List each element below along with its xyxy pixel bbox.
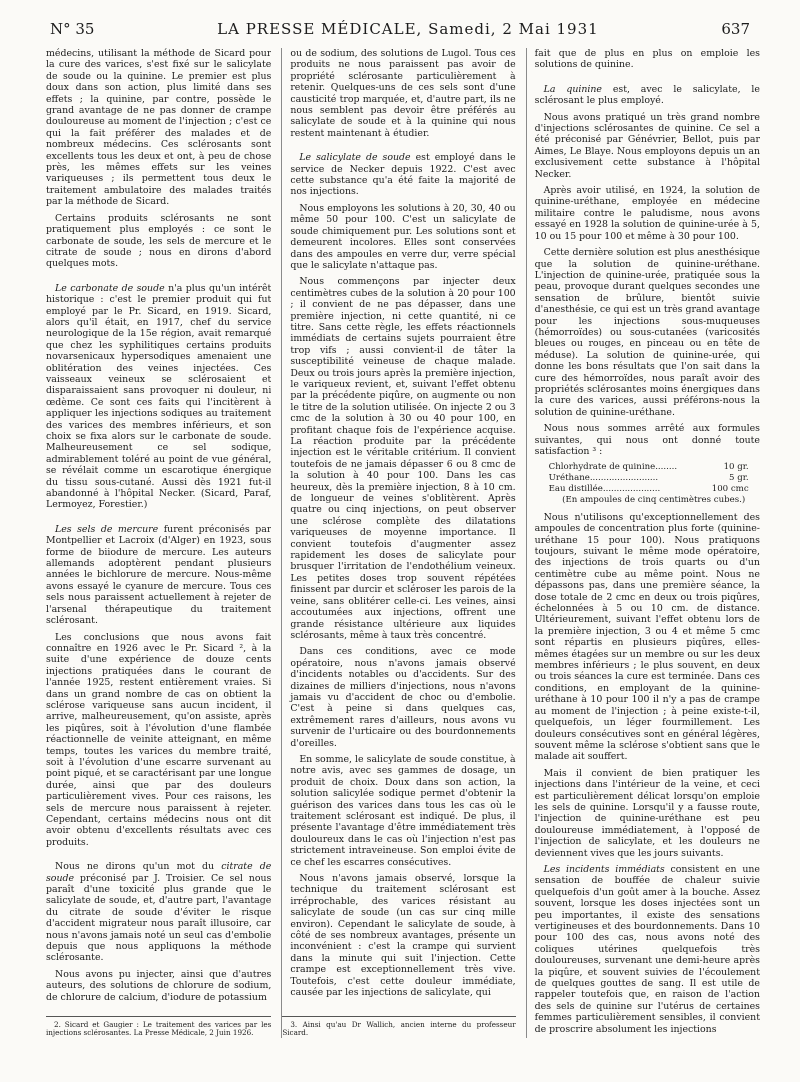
page-number: 637 — [721, 20, 750, 38]
paragraph: En somme, le salicylate de soude constitue, à notre avis, avec ses gammes de dosage, un produit de choix. Doux dans son action, la solution salicylée sodique permet d'obtenir la guérison des varices dans tous les cas où le traitement sclérosant est indiqué. De plus, il présente l'avantage d'être immédiatement très douloureux dans le cas où l'injection n'est pas strictement intraveineuse. Son emploi évite de ce chef les escarres consécutives. — [290, 753, 516, 868]
paragraph: fait que de plus en plus on emploie les solutions de quinine. — [534, 48, 760, 71]
paragraph: Les incidents immédiats consistent en une sensation de bouffée de chaleur suivie quelquefois d'un goût amer à la bouche. Assez souvent, lorsque les doses injectées sont un peu importantes, il existe des sensations vertigineuses et des bourdonnements. Dans 10 pour 100 des cas, nous avons noté des coliques utérines quelquefois très douloureuses, survenant une demi-heure après la piqûre, et souvent suivies de l'écoulement de quelques gouttes de sang. Il est utile de rappeler toutefois que, en raison de l'action des sels de quinine sur l'utérus de certaines femmes particulièrement sensibles, il convient de proscrire absolument les injections — [534, 863, 760, 1035]
section-term: Le salicylate de soude — [299, 152, 411, 164]
section-term: Les sels de mercure — [55, 523, 159, 535]
paragraph: Les sels de mercure furent préconisés par Montpellier et Lacroix (d'Alger) en 1923, sous forme de biiodure de mercure. Les auteurs allemands adoptèrent pendant plusieurs années le bichlorure de mercure. Nous-même avons essayé le cyanure de mercure. Tous ces sels nous paraissent actuellement à rejeter de l'arsenal thérapeutique du traitement sclérosant. — [46, 523, 272, 627]
column-1 — [46, 48, 271, 1038]
paragraph: ou de sodium, des solutions de Lugol. Tous ces produits ne nous paraissent pas avoir de propriété sclérosante particulièrement à retenir. Quelques-uns de ces sels sont d'une causticité trop marquée, et, d'autre part, ils ne nous semblent pas devoir être préférés au salicylate de soude et à la quinine qui nous restent maintenant à étudier. — [290, 48, 516, 139]
column-2 — [281, 48, 515, 1038]
paragraph: Nous commençons par injecter deux centimètres cubes de la solution à 20 pour 100 ; il convient de ne pas dépasser, dans une première injection, ni cette quantité, ni ce titre. Sans cette règle, les effets réactionnels immédiats de certains sujets pourraient être trop vifs ; aussi convient-il de tâter la susceptibilité veineuse de chaque malade. Deux ou trois jours après la première injection, le variqueux revient, et, suivant l'effet obtenu par la précédente piqûre, on augmente ou non le titre de la solution utilisée. On injecte 2 ou 3 cmc de la solution à 30 ou 40 pour 100, en profitant chaque fois de l'expérience acquise. La réaction produite par la précédente injection est le véritable critérium. Il convient toutefois de ne jamais dépasser 6 ou 8 cmc de la solution à 40 pour 100. Dans les cas heureux, dès la première injection, 8 à 10 cm. de longueur de veines s'oblitèrent. Après quatre ou cinq injections, on peut observer une sclérose complète des dilatations variqueuses de moyenne importance. Il convient toutefois d'augmenter assez rapidement les doses de salicylate pour brusquer l'irritation de l'endothélium veineux. Les petites doses trop souvent répétées finissent par durcir et scléroser les parois de la veine, sans oblitérer celle-ci. Les veines, ainsi accoutumées aux injections, offrent une grande résistance ultérieure aux liquides sclérosants, même à taux très concentré. — [290, 276, 516, 641]
paragraph: Le salicylate de soude est employé dans le service de Necker depuis 1922. C'est avec cette substance qu'a été faite la majorité de nos injections. — [290, 152, 516, 198]
paragraph: Cette dernière solution est plus anesthésique que la solution de quinine-uréthane. L'injection de quinine-urée, pratiquée sous la peau, provoque durant quelques secondes une sensation de brûlure, bientôt suivie d'anesthésie, ce qui est un très grand avantage pour les injections sous-muqueuses (hémorroïdes) ou sous-cutanées (varicosités bleues ou rouges, en pinceau ou en tête de méduse). La solution de quinine-urée, qui donne les bons résultats que l'on sait dans la cure des hémorroïdes, nous paraît avoir des propriétés sclérosantes moins énergiques dans la cure des varices, aussi préférons-nous la solution de quinine-uréthane. — [534, 247, 760, 418]
paragraph: médecins, utilisant la méthode de Sicard pour la cure des varices, s'est fixé sur le salicylate de soude ou la quinine. Le premier est plus doux dans son action, plus limité dans ses effets ; la quinine, par contre, possède le grand avantage de ne pas donner de crampe douloureuse au moment de l'injection ; c'est ce qui la fait préférer des malades et de nombreux médecins. Ces sclérosants sont excellents tous les deux et ont, à peu de chose près, les mêmes effets sur les veines variqueuses ; ils permettent tous deux le traitement ambulatoire des malades traités par la méthode de Sicard. — [46, 48, 272, 208]
paragraph: Dans ces conditions, avec ce mode opératoire, nous n'avons jamais observé d'incidents notables ou d'accidents. Sur des dizaines de milliers d'injections, nous n'avons jamais vu d'accident de choc ou d'embolie. C'est à peine si dans quelques cas, extrêmement rares d'ailleurs, nous avons vu survenir de l'urticaire ou des bourdonnements d'oreilles. — [290, 646, 516, 749]
paragraph: Certains produits sclérosants ne sont pratiquement plus employés : ce sont le carbonate de soude, les sels de mercure et le citrate de soude ; nous en dirons d'abord quelques mots. — [46, 212, 272, 270]
paragraph: Après avoir utilisé, en 1924, la solution de quinine-uréthane, employée en médecine militaire contre le paludisme, nous avons essayé en 1928 la solution de quinine-urée à 5, 10 ou 15 pour 100 et même à 30 pour 100. — [534, 185, 760, 242]
journal-title: LA PRESSE MÉDICALE, Samedi, 2 Mai 1931 — [217, 20, 599, 38]
footnote: 2. Sicard et Gaugier : Le traitement des varices par les injections sclérosantes. La Presse Médicale, 2 Juin 1926. — [46, 1016, 271, 1038]
prescription-formula: Chlorhydrate de quinine........ 10 gr. Uréthane......................... 5 gr. Eau distillée..................... 100 cmc (En ampoules de cinq centimètres cubes.) — [548, 462, 749, 506]
issue-number: N° 35 — [50, 20, 95, 38]
paragraph: Nous avons pratiqué un très grand nombre d'injections sclérosantes de quinine. Ce sel a été préconisé par Génévrier, Bellot, puis par Aimes, Le Blaye. Nous employons depuis un an exclusivement cette substance à l'hôpital Necker. — [534, 111, 760, 180]
section-term: La quinine — [543, 83, 602, 95]
paragraph: Nous nous sommes arrêté aux formules suivantes, qui nous ont donné toute satisfaction ³ : — [534, 423, 760, 457]
paragraph: Nous employons les solutions à 20, 30, 40 ou même 50 pour 100. C'est un salicylate de soude chimiquement pur. Les solutions sont et demeurent incolores. Elles sont conservées dans des ampoules en verre dur, verre spécial que le salicylate n'attaque pas. — [290, 202, 516, 271]
paragraph: Le carbonate de soude n'a plus qu'un intérêt historique : c'est le premier produit qui fut employé par le Pr. Sicard, en 1919. Sicard, alors qu'il était, en 1917, chef du service neurologique de la 15e région, avait remarqué que chez les syphilitiques certains produits novarsenicaux hypersodiques amenaient une oblitération des veines injectées. Ces vaisseaux veineux se sclérosaient et disparaissaient sans provoquer ni douleur, ni œdème. Ce sont ces faits qui l'incitèrent à appliquer les injections sodiques au traitement des varices des membres inférieurs, et son choix se fixa alors sur le carbonate de soude. Malheureusement ce sel sodique, admirablement toléré au point de vue général, se révélait comme un escarotique énergique du tissu sous-cutané. Aussi dès 1921 fut-il abandonné à l'hôpital Necker. (Sicard, Paraf, Lermoyez, Forestier.) — [46, 282, 272, 511]
paragraph: Mais il convient de bien pratiquer les injections dans l'intérieur de la veine, et ceci est particulièrement délicat lorsqu'on emploie les sels de quinine. Lorsqu'il y a fausse route, l'injection de quinine-uréthane est peu douloureuse immédiatement, à l'opposé de l'injection de salicylate, et les douleurs ne deviennent vives que les jours suivants. — [534, 767, 760, 859]
section-term: Le carbonate de soude — [55, 282, 165, 294]
section-term: citrate de soude — [46, 861, 272, 884]
paragraph: Nous n'avons jamais observé, lorsque la technique du traitement sclérosant est irréprochable, des varices résistant au salicylate de soude (un cas sur cinq mille environ). Cependant le salicylate de soude, à côté de ses nombreux avantages, présente un inconvénient : c'est la crampe qui survient dans la minute qui suit l'injection. Cette crampe est exceptionnellement très vive. Toutefois, c'est cette douleur immédiate, causée par les injections de salicylate, qui — [290, 873, 516, 999]
paragraph: Nous n'utilisons qu'exceptionnellement des ampoules de concentration plus forte (quinine-uréthane 15 pour 100). Nous pratiquons toujours, suivant le même mode opératoire, des injections de trois quarts ou d'un centimètre cube au même point. Nous ne dépassons pas, dans une première séance, la dose totale de 2 cmc en deux ou trois piqûres, échelonnées à 5 ou 10 cm. de distance. Ultérieurement, suivant l'effet obtenu lors de la première injection, 3 ou 4 et même 5 cmc sont répartis en plusieurs piqûres, elles-mêmes étagées sur un membre ou sur les deux membres inférieurs ; le plus souvent, en deux ou trois séances la cure est terminée. Dans ces conditions, en employant de la quinine-uréthane à 10 pour 100 il n'y a pas de crampe au moment de l'injection ; à peine existe-t-il, quelquefois, un léger fourmillement. Les douleurs consécutives sont en général légères, souvent même la sclérose s'obtient sans que le malade ait souffert. — [534, 511, 760, 763]
footnote: 3. Ainsi qu'au Dr Wallich, ancien interne du professeur Sicard. — [282, 1016, 515, 1038]
paragraph: Nous avons pu injecter, ainsi que d'autres auteurs, des solutions de chlorure de sodium, de chlorure de calcium, d'iodure de potassium — [46, 968, 272, 1003]
paragraph: La quinine est, avec le salicylate, le sclérosant le plus employé. — [534, 83, 760, 107]
text-columns — [46, 48, 760, 1038]
paragraph: Nous ne dirons qu'un mot du citrate de soude préconisé par J. Troisier. Ce sel nous paraît d'une toxicité plus grande que le salicylate de soude, et, d'autre part, l'avantage du citrate de soude d'éviter le risque d'accident migrateur nous paraît illusoire, car nous n'avons jamais noté un seul cas d'embolie depuis que nous appliquons la méthode sclérosante. — [46, 861, 272, 964]
section-term: Les incidents immédiats — [543, 863, 665, 875]
page-header — [50, 18, 750, 40]
column-3 — [526, 48, 760, 1038]
paragraph: Les conclusions que nous avons fait connaître en 1926 avec le Pr. Sicard ², à la suite d'une expérience de douze cents injections pratiquées dans le courant de l'année 1925, restent entièrement vraies. Si dans un grand nombre de cas on obtient la sclérose variqueuse sans aucun incident, il arrive, malheureusement, qu'on assiste, après les piqûres, soit à l'évolution d'une flambée réactionnelle de veinite atteignant, en même temps, toutes les varices du membre traité, soit à l'évolution d'une escarre survenant au point piqué, et se caractérisant par une longue durée, ainsi que par des douleurs particulièrement vives. Pour ces raisons, les sels de mercure nous paraissent à rejeter. Cependant, certains médecins nous ont dit avoir obtenu d'excellents résultats avec ces produits. — [46, 631, 272, 848]
